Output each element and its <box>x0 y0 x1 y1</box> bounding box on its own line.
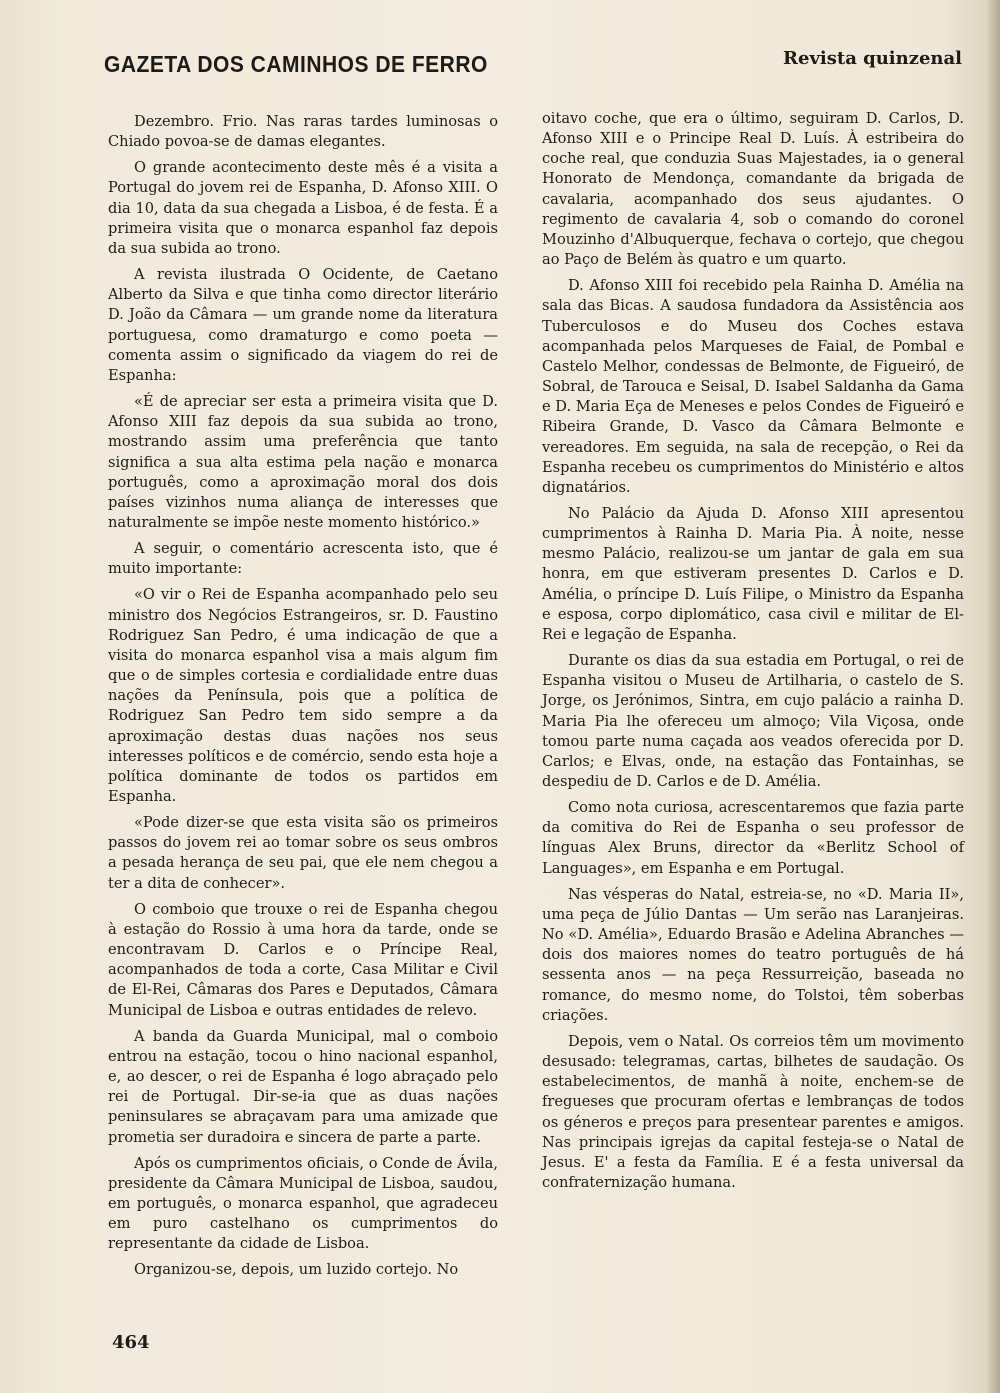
paragraph: Durante os dias da sua estadia em Portugal, o rei de Espanha visitou o Museu de Artilharia, o castelo de S. Jorge, os Jerónimos, Sintra, em cujo palácio a rainha D. Maria Pia lhe ofereceu um almoço; Vila Viçosa, onde tomou parte numa caçada aos veados oferecida por D. Carlos; e Elvas, onde, na estação das Fontainhas, se despediu de D. Carlos e de D. Amélia. <box>542 652 964 790</box>
right-column <box>542 109 964 1199</box>
paragraph: D. Afonso XIII foi recebido pela Rainha D. Amélia na sala das Bicas. A saudosa fundadora da Assistência aos Tuberculosos e do Museu dos Coches estava acompanhada pelos Marqueses de Faial, de Pombal e Castelo Melhor, condessas de Belmonte, de Figueiró, de Sobral, de Tarouca e Seisal, D. Isabel Saldanha da Gama e D. Maria Eça de Meneses e pelos Condes de Figueiró e Ribeira Grande, D. Vasco da Câmara Belmonte e vereadores. Em seguida, na sala de recepção, o Rei da Espanha recebeu os cumprimentos do Ministério e altos dignatários. <box>542 277 964 496</box>
paragraph: «Pode dizer-se que esta visita são os primeiros passos do jovem rei ao tomar sobre os seus ombros a pesada herança de seu pai, que ele nem chegou a ter a dita de conhecer». <box>108 814 498 892</box>
paragraph: «O vir o Rei de Espanha acompanhado pelo seu ministro dos Negócios Estrangeiros, sr. D. Faustino Rodriguez San Pedro, é uma indicação de que a visita do monarca espanhol visa a mais algum fim que o de simples cortesia e cordialidade entre duas nações da Península, pois que a política de Rodriguez San Pedro tem sido sempre a da aproximação destas duas nações nos seus interesses políticos e de comércio, sendo esta hoje a política dominante de todos os partidos em Espanha. <box>108 586 498 805</box>
paragraph: No Palácio da Ajuda D. Afonso XIII apresentou cumprimentos à Rainha D. Maria Pia. À noite, nesse mesmo Palácio, realizou-se um jantar de gala em sua honra, em que estiveram presentes D. Carlos e D. Amélia, o príncipe D. Luís Filipe, o Ministro da Espanha e esposa, corpo diplomático, casa civil e militar de El-Rei e legação de Espanha. <box>542 504 964 643</box>
publication-frequency: Revista quinzenal <box>783 48 962 69</box>
paragraph: Dezembro. Frio. Nas raras tardes luminosas o Chiado povoa-se de damas elegantes. <box>108 113 498 151</box>
paragraph: Nas vésperas do Natal, estreia-se, no «D. Maria II», uma peça de Júlio Dantas — Um serão nas Laranjeiras. No «D. Amélia», Eduardo Brasão e Adelina Abranches — dois dos maiores nomes do teatro português de há sessenta anos — na peça Ressurreição, baseada no romance, do mesmo nome, do Tolstoi, têm soberbas criações. <box>542 885 964 1024</box>
paragraph: A revista ilustrada O Ocidente, de Caetano Alberto da Silva e que tinha como director literário D. João da Câmara — um grande nome da literatura portuguesa, como dramaturgo e como poeta — comenta assim o significado da viagem do rei de Espanha: <box>108 266 498 384</box>
page-edge-shadow <box>986 0 1000 1393</box>
paragraph: Como nota curiosa, acrescentaremos que fazia parte da comitiva do Rei de Espanha o seu professor de línguas Alex Bruns, director da «Berlitz School of Languages», em Espanha e em Portugal. <box>542 799 964 877</box>
page-number: 464 <box>112 1332 150 1353</box>
paragraph: O grande acontecimento deste mês é a visita a Portugal do jovem rei de Espanha, D. Afonso XIII. O dia 10, data da sua chegada a Lisboa, é de festa. É a primeira visita que o monarca espanhol faz depois da sua subida ao trono. <box>108 159 498 257</box>
paragraph: A seguir, o comentário acrescenta isto, que é muito importante: <box>108 540 498 578</box>
page-header <box>104 48 962 84</box>
paragraph: «É de apreciar ser esta a primeira visita que D. Afonso XIII faz depois da sua subida ao trono, mostrando assim uma preferência que tanto significa a sua alta estima pela nação e monarca português, como a aproximação moral dos dois países vizinhos numa aliança de interesses que naturalmente se impõe neste momento histórico.» <box>108 393 498 531</box>
paragraph: Depois, vem o Natal. Os correios têm um movimento desusado: telegramas, cartas, bilhetes de saudação. Os estabelecimentos, de manhã à noite, enchem-se de fregueses que procuram ofertas e lembranças de todos os géneros e preços para presentear parentes e amigos. Nas principais igrejas da capital festeja-se o Natal de Jesus. E' a festa da Família. E é a festa universal da confraternização humana. <box>542 1032 964 1191</box>
paragraph: A banda da Guarda Municipal, mal o comboio entrou na estação, tocou o hino nacional espanhol, e, ao descer, o rei de Espanha é logo abraçado pelo rei de Portugal. Dir-se-ia que as duas nações peninsulares se abraçavam para uma amizade que prometia ser duradoira e sincera de parte a parte. <box>108 1027 498 1146</box>
left-column <box>108 112 498 1287</box>
publication-title: GAZETA DOS CAMINHOS DE FERRO <box>104 52 488 78</box>
paragraph: Após os cumprimentos oficiais, o Conde de Ávila, presidente da Câmara Municipal de Lisboa, saudou, em português, o monarca espanhol, que agradeceu em puro castelhano os cumprimentos do representante da cidade de Lisboa. <box>108 1154 498 1253</box>
paragraph: Organizou-se, depois, um luzido cortejo. No <box>134 1261 459 1279</box>
paragraph: oitavo coche, que era o último, seguiram D. Carlos, D. Afonso XIII e o Principe Real D. Luís. À estribeira do coche real, que conduzia Suas Majestades, ia o general Honorato de Mendonça, comandante da brigada de cavalaria, acompanhado dos seus ajudantes. O regimento de cavalaria 4, sob o comando do coronel Mouzinho d'Albuquerque, fechava o cortejo, que chegou ao Paço de Belém às quatro e um quarto. <box>542 110 964 269</box>
paragraph: O comboio que trouxe o rei de Espanha chegou à estação do Rossio à uma hora da tarde, onde se encontravam D. Carlos e o Príncipe Real, acompanhados de toda a corte, Casa Militar e Civil de El-Rei, Câmaras dos Pares e Deputados, Câmara Municipal de Lisboa e outras entidades de relevo. <box>108 900 498 1019</box>
